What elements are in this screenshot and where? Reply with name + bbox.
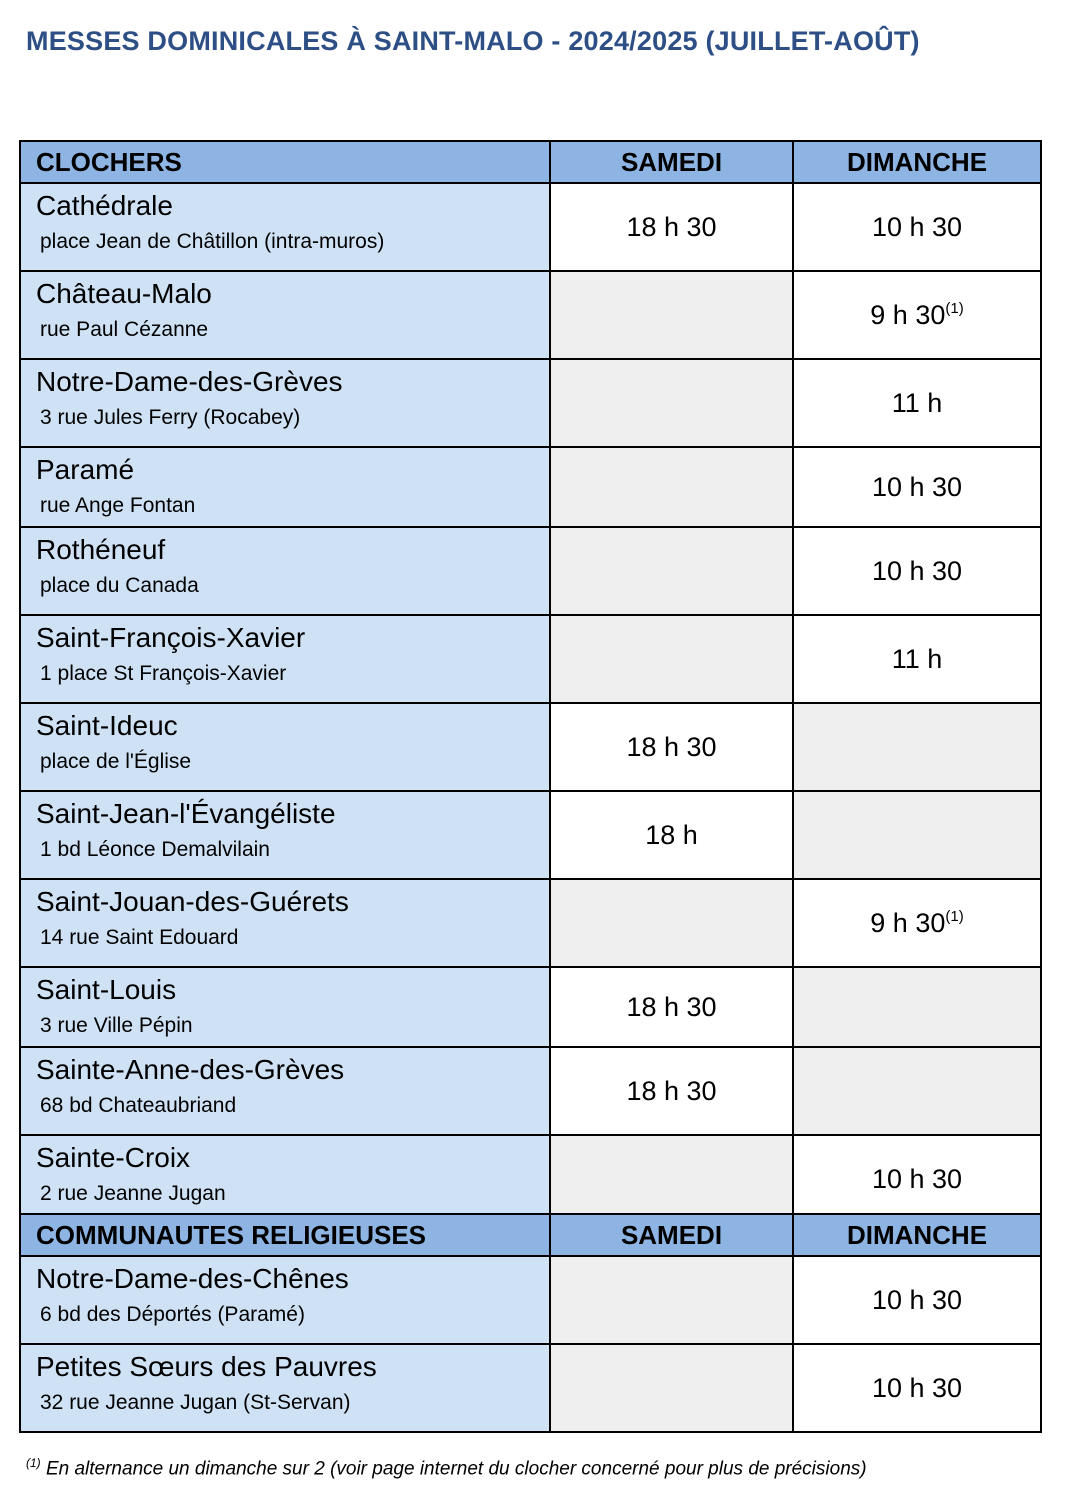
samedi-time-cell — [550, 1344, 793, 1432]
table-row — [20, 879, 1041, 967]
place-address: 6 bd des Déportés (Paramé) — [40, 1303, 305, 1326]
place-name: Notre-Dame-des-Grèves — [36, 366, 343, 397]
place-address: 68 bd Chateaubriand — [40, 1094, 237, 1117]
dimanche-time-cell — [793, 1135, 1041, 1223]
samedi-time-cell — [550, 359, 793, 447]
page-title: MESSES DOMINICALES À SAINT-MALO - 2024/2025 (JUILLET-AOÛT) — [26, 26, 920, 56]
samedi-time-cell — [550, 967, 793, 1047]
footnote-text: En alternance un dimanche sur 2 (voir page internet du clocher concerné pour plus de précisions) — [45, 1458, 867, 1480]
dimanche-time-cell — [793, 967, 1041, 1047]
dimanche-time: 10 h 30 — [871, 211, 963, 242]
place-cell — [20, 703, 550, 791]
table-row — [20, 1344, 1041, 1432]
samedi-time-cell — [550, 1047, 793, 1135]
dimanche-time-cell — [793, 879, 1041, 967]
place-cell — [20, 615, 550, 703]
clochers-table-body — [20, 183, 1041, 1223]
table-row — [20, 447, 1041, 527]
table-row — [20, 791, 1041, 879]
dimanche-time: 9 h 30 — [870, 907, 946, 938]
dimanche-time-cell — [793, 703, 1041, 791]
dimanche-time: 10 h 30 — [871, 1284, 963, 1315]
place-name: Notre-Dame-des-Chênes — [36, 1263, 349, 1294]
samedi-time: 18 h 30 — [626, 731, 717, 762]
samedi-time-cell — [550, 183, 793, 271]
footnote-reference: (1) — [945, 907, 964, 925]
dimanche-time-cell — [793, 1256, 1041, 1344]
header-dimanche: DIMANCHE — [793, 141, 1041, 183]
dimanche-time-cell — [793, 183, 1041, 271]
place-cell — [20, 271, 550, 359]
dimanche-time-cell — [793, 527, 1041, 615]
place-cell — [20, 967, 550, 1047]
dimanche-time: 9 h 30 — [870, 299, 946, 330]
place-address: place du Canada — [40, 574, 199, 597]
place-name: Saint-Jean-l'Évangéliste — [36, 798, 336, 829]
dimanche-time-cell — [793, 359, 1041, 447]
place-name: Saint-Jouan-des-Guérets — [36, 886, 349, 917]
place-address: 32 rue Jeanne Jugan (St-Servan) — [40, 1391, 351, 1414]
place-address: place Jean de Châtillon (intra-muros) — [40, 230, 385, 253]
place-name: Petites Sœurs des Pauvres — [36, 1351, 377, 1382]
place-address: 3 rue Jules Ferry (Rocabey) — [40, 406, 301, 429]
communautes-table — [19, 1213, 1042, 1433]
table-row — [20, 615, 1041, 703]
dimanche-time-cell — [793, 447, 1041, 527]
place-address: rue Ange Fontan — [40, 494, 196, 517]
table-header-row — [20, 141, 1041, 183]
place-cell — [20, 359, 550, 447]
place-cell — [20, 447, 550, 527]
place-cell — [20, 183, 550, 271]
place-name: Saint-François-Xavier — [36, 622, 306, 653]
table-row — [20, 1047, 1041, 1135]
footnote-reference: (1) — [945, 299, 964, 317]
dimanche-time: 10 h 30 — [871, 555, 963, 586]
header-clochers: CLOCHERS — [20, 141, 550, 183]
place-address: place de l'Église — [40, 750, 192, 773]
footnote-marker: (1) — [26, 1456, 41, 1470]
dimanche-time: 10 h 30 — [871, 1372, 963, 1403]
header-samedi: SAMEDI — [550, 1214, 793, 1256]
samedi-time-cell — [550, 615, 793, 703]
table-row — [20, 1256, 1041, 1344]
header-dimanche: DIMANCHE — [793, 1214, 1041, 1256]
clochers-table — [19, 140, 1042, 1224]
samedi-time-cell — [550, 271, 793, 359]
table-row — [20, 271, 1041, 359]
table-row — [20, 359, 1041, 447]
header-samedi: SAMEDI — [550, 141, 793, 183]
place-cell — [20, 1135, 550, 1223]
place-cell — [20, 879, 550, 967]
dimanche-time-cell — [793, 791, 1041, 879]
place-address: 2 rue Jeanne Jugan — [40, 1182, 226, 1205]
samedi-time: 18 h 30 — [626, 991, 717, 1022]
samedi-time-cell — [550, 879, 793, 967]
samedi-time-cell — [550, 447, 793, 527]
place-cell — [20, 527, 550, 615]
samedi-time-cell — [550, 527, 793, 615]
dimanche-time-cell — [793, 1047, 1041, 1135]
place-name: Sainte-Anne-des-Grèves — [36, 1054, 345, 1085]
table-header-row — [20, 1214, 1041, 1256]
samedi-time: 18 h 30 — [626, 1075, 717, 1106]
place-address: rue Paul Cézanne — [40, 318, 209, 341]
place-address: 14 rue Saint Edouard — [40, 926, 239, 949]
samedi-time: 18 h — [645, 819, 698, 850]
dimanche-time-cell — [793, 1344, 1041, 1432]
dimanche-time-cell — [793, 271, 1041, 359]
samedi-time-cell — [550, 791, 793, 879]
place-name: Château-Malo — [36, 278, 212, 309]
place-name: Saint-Louis — [36, 974, 177, 1005]
table-row — [20, 703, 1041, 791]
place-name: Rothéneuf — [36, 534, 166, 565]
communautes-table-body — [20, 1256, 1041, 1432]
place-address: 1 bd Léonce Demalvilain — [40, 838, 270, 861]
table-row — [20, 1135, 1041, 1223]
dimanche-time: 10 h 30 — [871, 471, 963, 502]
dimanche-time: 10 h 30 — [871, 1163, 963, 1194]
place-name: Paramé — [36, 454, 135, 485]
place-name: Cathédrale — [36, 190, 173, 221]
samedi-time: 18 h 30 — [626, 211, 717, 242]
dimanche-time: 11 h — [891, 643, 943, 674]
place-cell — [20, 1047, 550, 1135]
place-cell — [20, 1256, 550, 1344]
table-row — [20, 527, 1041, 615]
footnote — [26, 1456, 1066, 1480]
place-name: Sainte-Croix — [36, 1142, 191, 1173]
place-name: Saint-Ideuc — [36, 710, 178, 741]
place-address: 1 place St François-Xavier — [40, 662, 287, 685]
place-address: 3 rue Ville Pépin — [40, 1014, 193, 1037]
samedi-time-cell — [550, 703, 793, 791]
dimanche-time-cell — [793, 615, 1041, 703]
samedi-time-cell — [550, 1135, 793, 1223]
table-row — [20, 183, 1041, 271]
table-row — [20, 967, 1041, 1047]
samedi-time-cell — [550, 1256, 793, 1344]
dimanche-time: 11 h — [891, 387, 943, 418]
header-communautes: COMMUNAUTES RELIGIEUSES — [20, 1214, 550, 1256]
place-cell — [20, 1344, 550, 1432]
place-cell — [20, 791, 550, 879]
